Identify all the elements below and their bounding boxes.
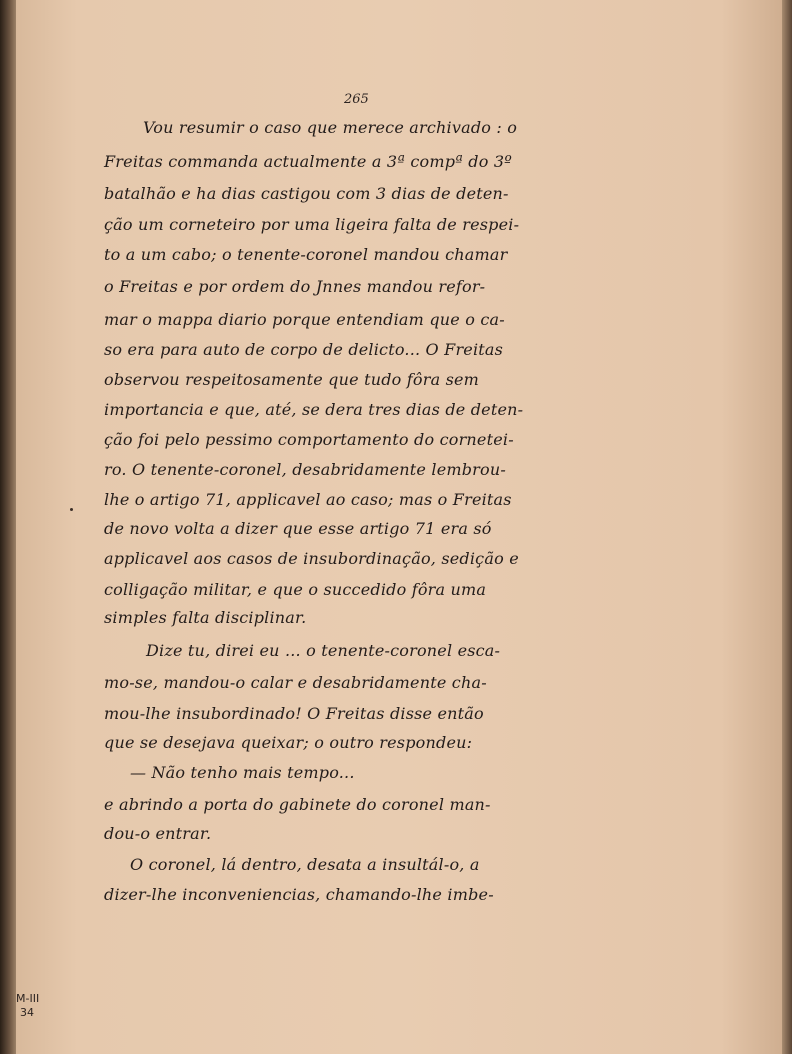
text-line: O coronel, lá dentro, desata a insultál-o, a (130, 855, 480, 874)
ink-speck (70, 508, 73, 511)
text-line: ro. O tenente-coronel, desabridamente lembrou- (104, 460, 506, 479)
text-line: Dize tu, direi eu ... o tenente-coronel esca- (146, 641, 501, 660)
text-line: ção um corneteiro por uma ligeira falta de respei- (104, 215, 520, 234)
text-line: e abrindo a porta do gabinete do coronel man- (104, 795, 491, 814)
text-line: mou-lhe insubordinado! O Freitas disse então (104, 704, 484, 723)
binding-edge-left (0, 0, 16, 1054)
text-line: colligação militar, e que o succedido fôra uma (104, 580, 487, 599)
text-line: mo-se, mandou-o calar e desabridamente cha- (104, 673, 487, 692)
page-number: 265 (344, 92, 369, 107)
text-line: Vou resumir o caso que merece archivado : o (143, 118, 518, 137)
text-line: importancia e que, até, se dera tres dias de deten- (104, 400, 524, 419)
text-line: to a um cabo; o tenente-coronel mandou chamar (104, 245, 508, 264)
text-line: batalhão e ha dias castigou com 3 dias de deten- (104, 184, 509, 203)
text-line: dizer-lhe inconveniencias, chamando-lhe imbe- (104, 885, 494, 904)
text-line: simples falta disciplinar. (104, 608, 307, 627)
text-line: mar o mappa diario porque entendiam que o ca- (104, 310, 505, 329)
archive-margin-note (16, 992, 39, 1020)
text-line: so era para auto de corpo de delicto... O Freitas (104, 340, 504, 359)
text-line: ção foi pelo pessimo comportamento do cornetei- (104, 430, 514, 449)
text-line: de novo volta a dizer que esse artigo 71 era só (104, 519, 492, 538)
binding-edge-right (782, 0, 792, 1054)
text-line: dou-o entrar. (104, 824, 212, 843)
text-line: que se desejava queixar; o outro respondeu: (104, 733, 473, 752)
text-line: observou respeitosamente que tudo fôra sem (104, 370, 480, 389)
text-line: lhe o artigo 71, applicavel ao caso; mas o Freitas (104, 490, 512, 509)
text-line: o Freitas e por ordem do Jnnes mandou refor- (104, 277, 486, 296)
manuscript-page (16, 0, 782, 1054)
text-line: — Não tenho mais tempo... (130, 763, 355, 782)
margin-note-line: M-III (16, 992, 40, 1005)
text-line: applicavel aos casos de insubordinação, sedição e (104, 549, 519, 568)
margin-note-line: 34 (20, 1006, 34, 1019)
text-line: Freitas commanda actualmente a 3ª compª do 3º (104, 152, 512, 171)
